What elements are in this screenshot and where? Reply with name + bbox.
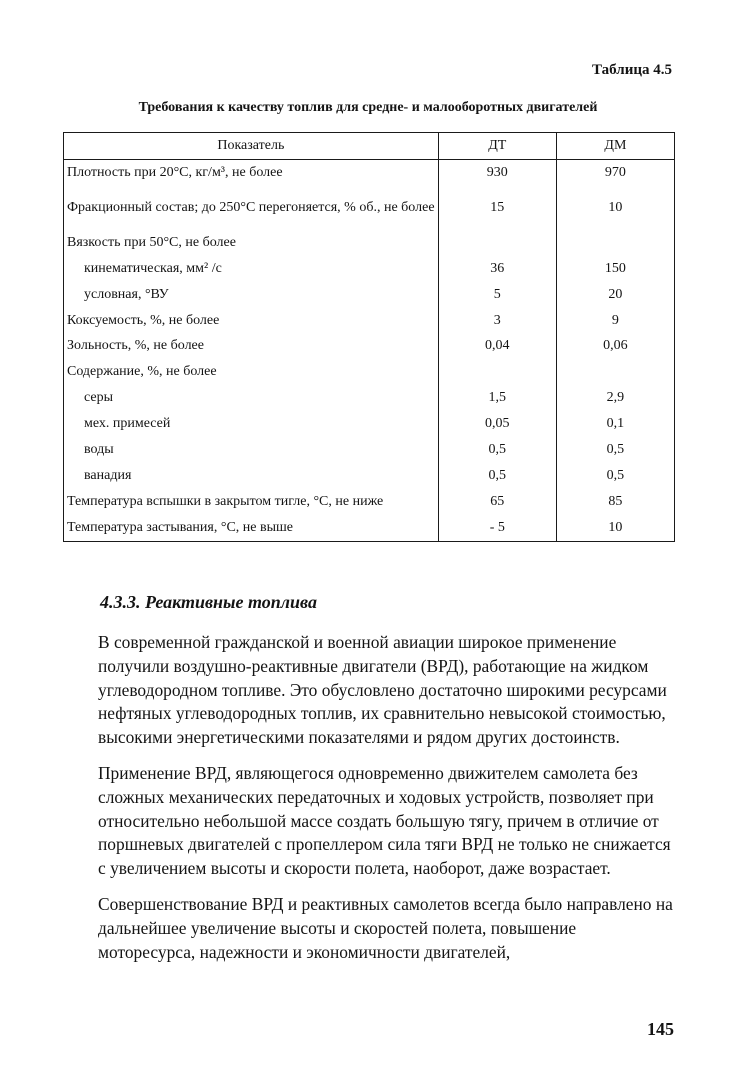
table-row <box>64 160 675 186</box>
row-value-dm: 150 <box>556 256 674 282</box>
row-value-dt: - 5 <box>438 515 556 541</box>
table-row <box>64 333 675 359</box>
row-value-dt <box>438 359 556 385</box>
column-header-dt: ДТ <box>438 133 556 160</box>
table-number: Таблица 4.5 <box>592 62 672 78</box>
table-row <box>64 256 675 282</box>
paragraph: Применение ВРД, являющегося одновременно движителем самолета без сложных механических передаточных и ходовых устройств, позволяет при относительно небольшой массе создать большую тягу, причем в отличие от поршневых двигателей с пропеллером сила тяги ВРД не только не снижается с увеличением высоты и скорости полета, наоборот, даже возрастает. <box>98 762 671 879</box>
row-value-dm: 10 <box>556 186 674 230</box>
paragraph: В современной гражданской и военной авиации широкое применение получили воздушно-реактивные двигатели (ВРД), работающие на жидком углеводородном топливе. Это обусловлено достаточно широкими ресурсами нефтяных углеводородных топлив, их сравнительно невысокой стоимостью, высокими энергетическими показателями и рядом других достоинств. <box>98 632 667 748</box>
row-value-dt: 930 <box>438 160 556 186</box>
row-name: серы <box>84 390 114 406</box>
table-row <box>64 411 675 437</box>
row-name: воды <box>84 441 114 457</box>
row-value-dm: 970 <box>556 160 674 186</box>
row-name: Температура вспышки в закрытом тигле, °С, не ниже <box>67 493 384 509</box>
row-name: кинематическая, мм² /с <box>84 260 222 276</box>
row-name: ванадия <box>84 467 132 483</box>
row-value-dt: 0,5 <box>438 463 556 489</box>
row-value-dt: 36 <box>438 256 556 282</box>
paragraph: Совершенствование ВРД и реактивных самолетов всегда было направлено на дальнейшее увеличение высоты и скоростей полета, повышение моторесурса, надежности и экономичности двигателей, <box>98 893 673 962</box>
column-header-dm: ДМ <box>556 133 674 160</box>
row-value-dt: 15 <box>438 186 556 230</box>
row-value-dm: 0,5 <box>556 437 674 463</box>
row-value-dm: 20 <box>556 282 674 308</box>
table-header-row <box>64 133 675 160</box>
table-row <box>64 463 675 489</box>
row-name: Зольность, %, не более <box>67 338 204 354</box>
table-caption: Требования к качеству топлив для средне- и малооборотных двигателей <box>138 100 598 115</box>
row-value-dt: 0,04 <box>438 333 556 359</box>
row-name: Вязкость при 50°С, не более <box>67 234 236 250</box>
section-heading: 4.3.3. Реактивные топлива <box>100 592 317 612</box>
row-value-dt: 5 <box>438 282 556 308</box>
row-name: Фракционный состав; до 250°С перегоняется, % об., не более <box>67 200 435 216</box>
row-value-dm: 0,06 <box>556 333 674 359</box>
column-header-indicator: Показатель <box>64 133 439 160</box>
row-name: условная, °ВУ <box>84 286 169 302</box>
row-value-dm: 85 <box>556 489 674 515</box>
row-value-dt: 1,5 <box>438 385 556 411</box>
row-value-dm: 10 <box>556 515 674 541</box>
page-number: 145 <box>647 1019 674 1039</box>
row-value-dm: 9 <box>556 308 674 334</box>
table-row <box>64 489 675 515</box>
body-text <box>98 631 676 976</box>
table-row <box>64 385 675 411</box>
row-value-dt: 0,05 <box>438 411 556 437</box>
table-row <box>64 437 675 463</box>
table-row <box>64 515 675 541</box>
row-value-dm: 2,9 <box>556 385 674 411</box>
table-row <box>64 186 675 230</box>
row-value-dt: 65 <box>438 489 556 515</box>
row-value-dm <box>556 359 674 385</box>
requirements-table <box>63 132 675 542</box>
row-name: Коксуемость, %, не более <box>67 312 220 328</box>
table-row <box>64 359 675 385</box>
table-row <box>64 230 675 256</box>
row-value-dm <box>556 230 674 256</box>
row-name: Содержание, %, не более <box>67 364 217 380</box>
row-value-dt <box>438 230 556 256</box>
row-value-dt: 3 <box>438 308 556 334</box>
row-value-dm: 0,1 <box>556 411 674 437</box>
row-value-dt: 0,5 <box>438 437 556 463</box>
row-value-dm: 0,5 <box>556 463 674 489</box>
table-row <box>64 282 675 308</box>
row-name: мех. примесей <box>84 416 171 432</box>
row-name: Температура застывания, °С, не выше <box>67 519 293 535</box>
row-name: Плотность при 20°С, кг/м³, не более <box>67 164 283 180</box>
table-row <box>64 308 675 334</box>
